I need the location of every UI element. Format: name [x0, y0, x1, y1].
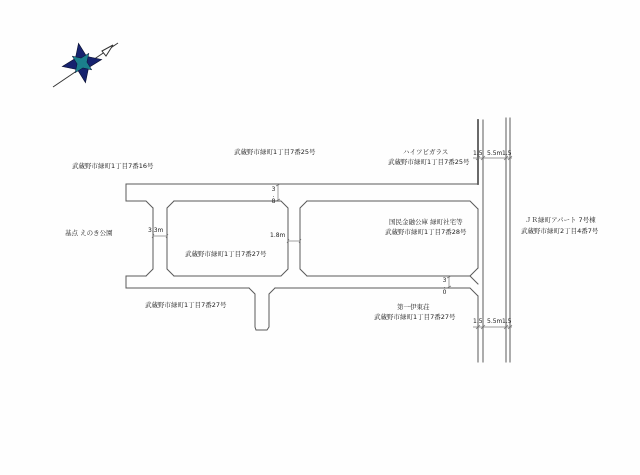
- measure-middle-road-width: 1.8m: [270, 232, 286, 239]
- address-label-7-28: 武蔵野市緑町1丁目7番28号: [385, 228, 467, 236]
- measure-right-road-bottom: 5.5m: [487, 318, 503, 325]
- left-road: [146, 201, 174, 276]
- building-label-kokumin: 国民金融公庫 緑町社宅等: [389, 218, 463, 226]
- address-label-7-27-bottom-right: 武蔵野市緑町1丁目7番27号: [374, 313, 456, 321]
- measure-right-sidewalk-bottom-west: 1.5: [473, 318, 483, 325]
- measure-right-road-top: 5.5m: [487, 150, 503, 157]
- measure-left-road-width: 3.3m: [148, 227, 164, 234]
- address-label-7-16: 武蔵野市緑町1丁目7番16号: [72, 162, 154, 170]
- north-arrow-icon: [102, 45, 113, 56]
- middle-street: [300, 201, 307, 276]
- address-label-2-4-7: 武蔵野市緑町2丁目4番7号: [521, 227, 599, 235]
- compass-rose: [53, 43, 118, 87]
- address-label-7-25-top: 武蔵野市緑町1丁目7番25号: [234, 148, 316, 156]
- measure-bottom-road-width: 3.0: [441, 277, 448, 295]
- address-label-7-27-center: 武蔵野市緑町1丁目7番27号: [185, 250, 267, 258]
- building-label-heights: ハイツビガラス: [403, 148, 449, 156]
- measure-right-sidewalk-top-west: 1.5: [473, 150, 483, 157]
- address-label-7-27-bottom-left: 武蔵野市緑町1丁目7番27号: [145, 301, 227, 309]
- dead-end-alley: [249, 288, 275, 330]
- top-road: [126, 184, 478, 209]
- building-label-daiichi: 第一伊東荘: [397, 303, 430, 311]
- landmark-label-enoki-park: 基点 えのき公園: [65, 229, 113, 237]
- address-label-7-25-right: 武蔵野市緑町1丁目7番25号: [388, 158, 470, 166]
- building-label-jr-apart: ＪＲ緑町アパート 7号棟: [525, 216, 596, 224]
- measure-right-sidewalk-top-east: 1.5: [502, 150, 512, 157]
- measure-right-sidewalk-bottom-east: 1.5: [502, 318, 512, 325]
- bottom-road: [126, 268, 478, 296]
- measure-top-road-width: 3.8: [270, 186, 277, 204]
